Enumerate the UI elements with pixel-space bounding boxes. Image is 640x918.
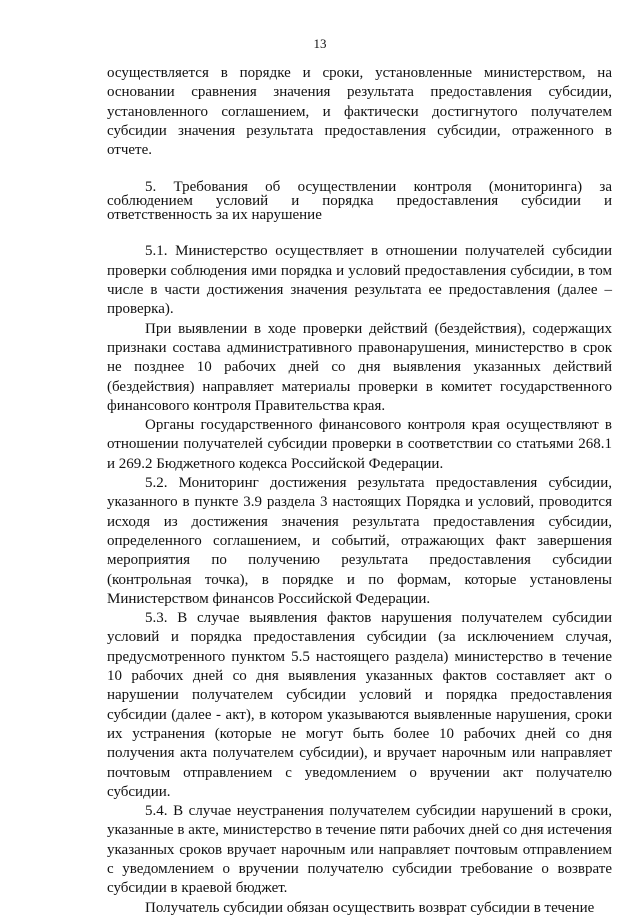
paragraph-5-4: 5.4. В случае неустранения получателем субсидии нарушений в сроки, указанные в акте, министерство в течение пяти рабочих дней со дня истечения указанных сроков вручает нарочным или направляет почтовым отправлением с уведомлением о вручении получателю субсидии требование о возврате субсидии в краевой бюджет.: [107, 803, 612, 897]
paragraph-5-2: 5.2. Мониторинг достижения результата предоставления субсидии, указанного в пункте 3.9 раздела 3 настоящих Порядка и условий, проводится исходя из достижения значения результата предоставления субсидии, определенного соглашением, и событий, отражающих факт завершения мероприятия по получению результата предоставления субсидии (контрольная точка), в порядке и по формам, которые установлены Министерством финансов Российской Федерации.: [107, 475, 612, 607]
section-heading-line-2: соблюдением условий и порядка предоставления субсидии и: [107, 193, 612, 210]
document-body: [107, 63, 612, 918]
paragraph-5-1: 5.1. Министерство осуществляет в отношении получателей субсидии проверки соблюдения ими порядка и условий предоставления субсидии, в том числе в части достижения значения результата ее предоставления (далее – проверка).: [107, 243, 612, 318]
paragraph-5-1-violations: При выявлении в ходе проверки действий (бездействия), содержащих признаки состава административного правонарушения, министерство в срок не позднее 10 рабочих дней со дня выявления указанных действий (бездействия) направляет материалы проверки в комитет государственного финансового контроля Правительства края.: [107, 320, 612, 414]
paragraph-5-1-control-bodies: Органы государственного финансового контроля края осуществляют в отношении получателей субсидии проверки в соответствии со статьями 268.1 и 269.2 Бюджетного кодекса Российской Федерации.: [107, 417, 612, 472]
page-number: 13: [313, 36, 327, 51]
intro-paragraph: осуществляется в порядке и сроки, установленные министерством, на основании сравнения значения результата предоставления субсидии, установленного соглашением, и фактически достигнутого получателем субсидии значения результата предоставления субсидии, отраженного в отчете.: [107, 65, 612, 159]
paragraph-5-4-refund: Получатель субсидии обязан осуществить возврат субсидии в течение: [145, 899, 595, 916]
section-heading-line-3: ответственность за их нарушение: [107, 207, 322, 224]
section-heading: [107, 180, 612, 222]
paragraph-5-3: 5.3. В случае выявления фактов нарушения получателем субсидии условий и порядка предоставления субсидии (за исключением случая, предусмотренного пунктом 5.5 настоящего раздела) министерство в течение 10 рабочих дней со дня выявления указанных фактов составляет акт о нарушении получателем субсидии условий и порядка предоставления субсидии (далее - акт), в котором указываются выявленные нарушения, сроки их устранения (которые не могут быть более 10 рабочих дней со дня получения акта получателем субсидии), и вручает нарочным или направляет почтовым отправлением с уведомлением о вручении акт получателю субсидии.: [107, 610, 612, 800]
section-heading-line-1: 5. Требования об осуществлении контроля (мониторинга) за: [145, 179, 612, 196]
